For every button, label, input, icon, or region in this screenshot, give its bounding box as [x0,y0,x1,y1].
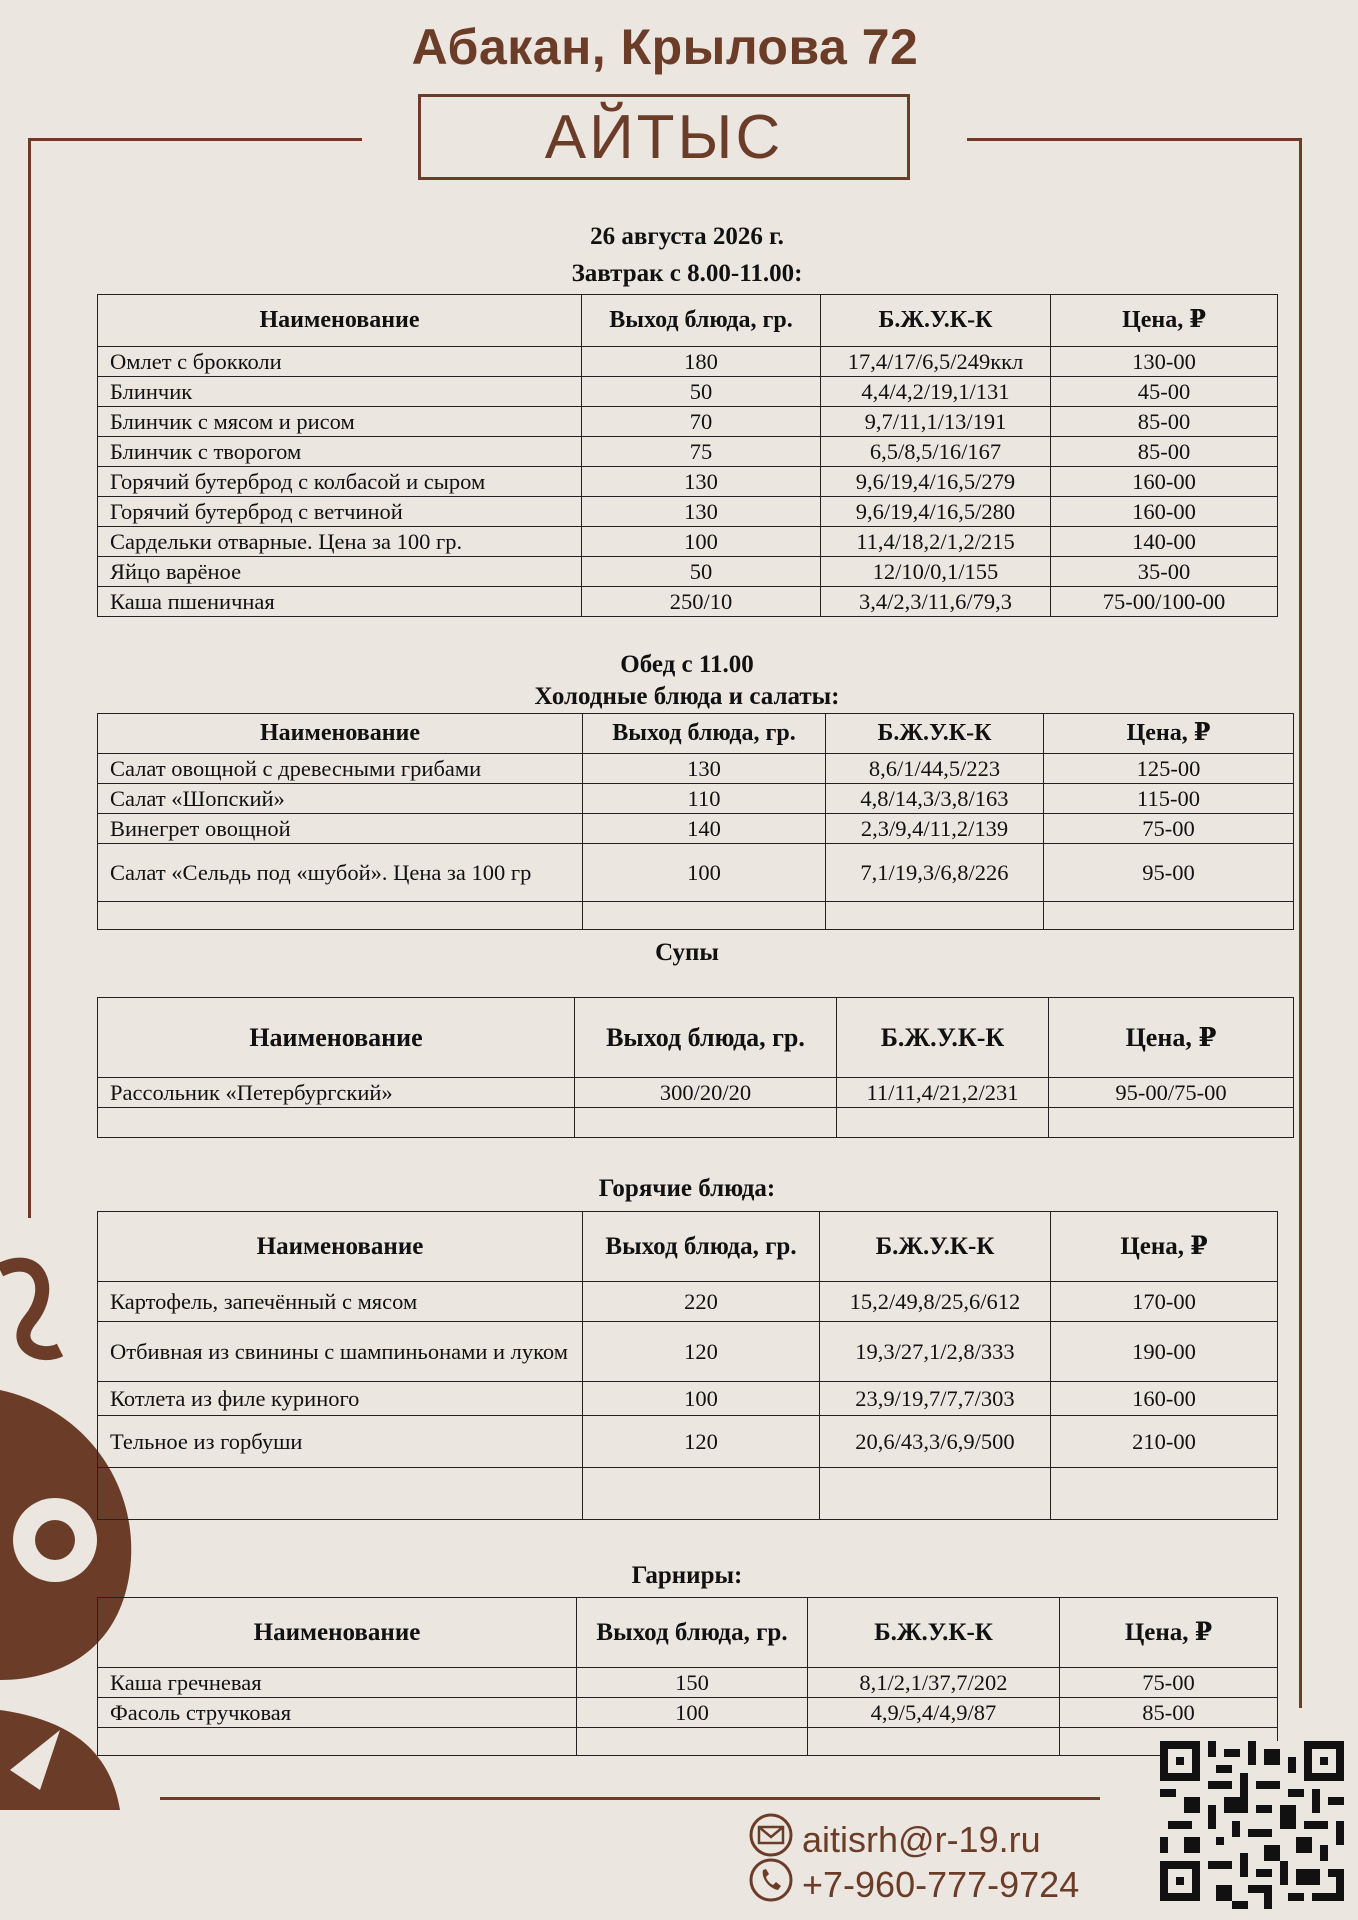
phone-number[interactable]: +7-960-777-9724 [802,1863,1080,1905]
dish-nutrition: 9,7/11,1/13/191 [821,407,1051,437]
dish-nutrition: 11,4/18,2/1,2/215 [821,527,1051,557]
column-nutrition-header: Б.Ж.У.К-К [821,295,1051,347]
column-name-header: Наименование [98,1212,583,1282]
dish-price: 160-00 [1051,467,1278,497]
dish-nutrition: 12/10/0,1/155 [821,557,1051,587]
logo-text: АЙТЫС [544,102,784,172]
dish-price: 45-00 [1051,377,1278,407]
table-header-row [98,998,1294,1078]
cold-dishes-table [97,713,1294,930]
dish-name: Отбивная из свинины с шампиньонами и луком [98,1322,583,1382]
dish-weight: 130 [583,754,826,784]
dish-weight: 220 [583,1282,820,1322]
dish-weight: 100 [582,527,821,557]
dish-weight: 150 [577,1668,808,1698]
column-name-header: Наименование [98,714,583,754]
dish-weight: 75 [582,437,821,467]
dish-name: Рассольник «Петербургский» [98,1078,575,1108]
dish-price: 75-00 [1044,814,1294,844]
dish-price: 190-00 [1051,1322,1278,1382]
dish-price: 140-00 [1051,527,1278,557]
column-price-header: Цена, ₽ [1051,295,1278,347]
email-address[interactable]: aitisrh@r-19.ru [802,1818,1041,1860]
column-weight-header: Выход блюда, гр. [577,1598,808,1668]
column-name-header: Наименование [98,295,582,347]
table-row [98,1416,1278,1468]
side-dishes-title: Гарниры: [631,1562,743,1589]
column-nutrition-header: Б.Ж.У.К-К [808,1598,1060,1668]
dish-weight: 50 [582,557,821,587]
restaurant-logo [418,94,910,180]
dish-nutrition: 23,9/19,7/7,7/303 [820,1382,1051,1416]
frame-right-line [1299,138,1302,1708]
dish-name: Сардельки отварные. Цена за 100 гр. [98,527,582,557]
dish-weight: 110 [583,784,826,814]
side-dishes-table [97,1597,1278,1756]
phone-contact[interactable] [748,1857,1079,1912]
table-header-row [98,295,1278,347]
dish-price: 95-00 [1044,844,1294,902]
table-header-row [98,1212,1278,1282]
dish-weight: 120 [583,1416,820,1468]
dish-price: 210-00 [1051,1416,1278,1468]
dish-price: 170-00 [1051,1282,1278,1322]
dish-weight: 100 [577,1698,808,1728]
column-price-header: Цена, ₽ [1049,998,1294,1078]
column-nutrition-header: Б.Ж.У.К-К [837,998,1049,1078]
empty-table-row [98,1728,1278,1756]
dish-name: Салат овощной с древесными грибами [98,754,583,784]
table-row [98,754,1294,784]
frame-bottom-line [160,1797,1100,1800]
dish-name: Фасоль стручковая [98,1698,577,1728]
dish-weight: 100 [583,1382,820,1416]
column-nutrition-header: Б.Ж.У.К-К [820,1212,1051,1282]
dish-name: Тельное из горбуши [98,1416,583,1468]
table-row [98,784,1294,814]
table-row [98,844,1294,902]
table-row [98,437,1278,467]
table-row [98,527,1278,557]
dish-nutrition: 20,6/43,3/6,9/500 [820,1416,1051,1468]
table-header-row [98,714,1294,754]
dish-weight: 250/10 [582,587,821,617]
menu-date: 26 августа 2026 г. [590,223,784,250]
dish-name: Яйцо варёное [98,557,582,587]
column-weight-header: Выход блюда, гр. [582,295,821,347]
table-row [98,1282,1278,1322]
dish-nutrition: 2,3/9,4/11,2/139 [826,814,1044,844]
empty-table-row [98,1108,1294,1138]
dish-nutrition: 8,1/2,1/37,7/202 [808,1668,1060,1698]
soups-table [97,997,1294,1138]
table-row [98,1322,1278,1382]
column-weight-header: Выход блюда, гр. [583,1212,820,1282]
dish-weight: 100 [583,844,826,902]
dish-price: 160-00 [1051,1382,1278,1416]
empty-table-row [98,1468,1278,1520]
dish-weight: 50 [582,377,821,407]
qr-code[interactable] [1160,1740,1352,1910]
hot-dishes-title: Горячие блюда: [598,1175,776,1202]
table-row [98,587,1278,617]
column-name-header: Наименование [98,998,575,1078]
lunch-title: Обед с 11.00 [620,651,754,678]
dish-nutrition: 7,1/19,3/6,8/226 [826,844,1044,902]
dish-nutrition: 8,6/1/44,5/223 [826,754,1044,784]
dish-name: Каша пшеничная [98,587,582,617]
dish-nutrition: 6,5/8,5/16/167 [821,437,1051,467]
dish-nutrition: 11/11,4/21,2/231 [837,1078,1049,1108]
restaurant-address: Абакан, Крылова 72 [411,19,919,75]
dish-weight: 120 [583,1322,820,1382]
table-row [98,1078,1294,1108]
soups-title: Супы [655,939,719,966]
dish-name: Блинчик с мясом и рисом [98,407,582,437]
dish-name: Котлета из филе куриного [98,1382,583,1416]
dish-weight: 70 [582,407,821,437]
table-row [98,1382,1278,1416]
frame-top-right-line [967,138,1302,141]
column-price-header: Цена, ₽ [1051,1212,1278,1282]
dish-name: Каша гречневая [98,1668,577,1698]
table-row [98,407,1278,437]
column-price-header: Цена, ₽ [1044,714,1294,754]
dish-name: Горячий бутерброд с колбасой и сыром [98,467,582,497]
table-row [98,1698,1278,1728]
frame-top-left-line [28,138,362,141]
dish-name: Салат «Шопский» [98,784,583,814]
dish-name: Горячий бутерброд с ветчиной [98,497,582,527]
column-price-header: Цена, ₽ [1060,1598,1278,1668]
table-header-row [98,1598,1278,1668]
table-row [98,347,1278,377]
dish-price: 85-00 [1051,407,1278,437]
dish-name: Омлет с брокколи [98,347,582,377]
column-nutrition-header: Б.Ж.У.К-К [826,714,1044,754]
table-row [98,467,1278,497]
cold-dishes-title: Холодные блюда и салаты: [534,683,840,710]
dish-weight: 130 [582,497,821,527]
column-name-header: Наименование [98,1598,577,1668]
dish-price: 85-00 [1060,1698,1278,1728]
dish-weight: 300/20/20 [575,1078,837,1108]
dish-nutrition: 15,2/49,8/25,6/612 [820,1282,1051,1322]
dish-price: 75-00 [1060,1668,1278,1698]
dish-nutrition: 4,9/5,4/4,9/87 [808,1698,1060,1728]
dish-price: 160-00 [1051,497,1278,527]
dish-price: 95-00/75-00 [1049,1078,1294,1108]
dish-price: 130-00 [1051,347,1278,377]
dish-name: Картофель, запечённый с мясом [98,1282,583,1322]
breakfast-title: Завтрак с 8.00-11.00: [571,260,803,287]
empty-table-row [98,902,1294,930]
dish-price: 75-00/100-00 [1051,587,1278,617]
dish-nutrition: 19,3/27,1/2,8/333 [820,1322,1051,1382]
dish-weight: 180 [582,347,821,377]
breakfast-table [97,294,1278,617]
table-row [98,557,1278,587]
dish-name: Блинчик с творогом [98,437,582,467]
dish-nutrition: 9,6/19,4/16,5/280 [821,497,1051,527]
table-row [98,814,1294,844]
dish-weight: 140 [583,814,826,844]
dish-nutrition: 4,8/14,3/3,8/163 [826,784,1044,814]
dish-nutrition: 9,6/19,4/16,5/279 [821,467,1051,497]
table-row [98,377,1278,407]
dish-price: 85-00 [1051,437,1278,467]
dish-nutrition: 4,4/4,2/19,1/131 [821,377,1051,407]
dish-price: 115-00 [1044,784,1294,814]
hot-dishes-table [97,1211,1278,1520]
dish-name: Блинчик [98,377,582,407]
dish-weight: 130 [582,467,821,497]
dish-nutrition: 3,4/2,3/11,6/79,3 [821,587,1051,617]
column-weight-header: Выход блюда, гр. [575,998,837,1078]
phone-icon [748,1857,794,1912]
table-row [98,1668,1278,1698]
table-row [98,497,1278,527]
dish-price: 125-00 [1044,754,1294,784]
dish-name: Салат «Сельдь под «шубой». Цена за 100 гр [98,844,583,902]
column-weight-header: Выход блюда, гр. [583,714,826,754]
dish-price: 35-00 [1051,557,1278,587]
dish-nutrition: 17,4/17/6,5/249ккл [821,347,1051,377]
dish-name: Винегрет овощной [98,814,583,844]
